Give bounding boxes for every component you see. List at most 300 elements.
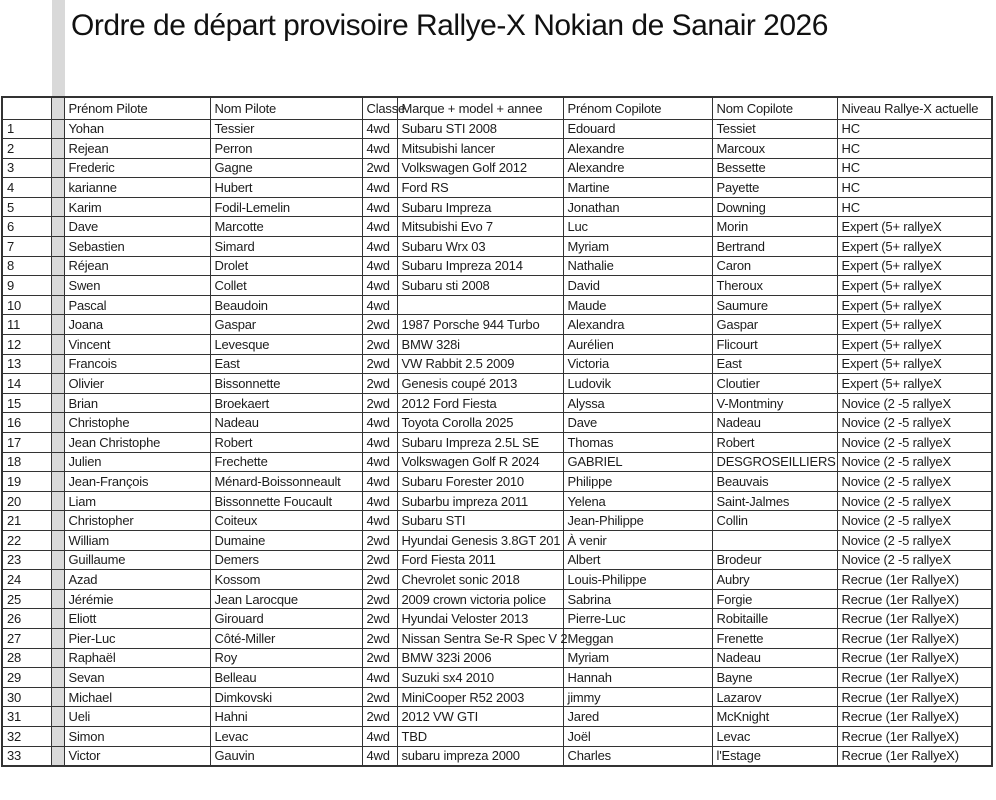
- cell-classe: 4wd: [362, 276, 397, 296]
- cell-nom-pilote: Gagne: [210, 158, 362, 178]
- cell-prenom-copilote: Philippe: [563, 472, 712, 492]
- cell-nom-copilote: Frenette: [712, 628, 837, 648]
- cell-prenom-copilote: Meggan: [563, 628, 712, 648]
- cell-row-number: 2: [2, 139, 51, 159]
- cell-nom-pilote: Coiteux: [210, 511, 362, 531]
- cell-prenom-pilote: Simon: [64, 726, 210, 746]
- cell-niveau-rallyex: Expert (5+ rallyeX: [837, 315, 992, 335]
- cell-nom-pilote: Kossom: [210, 570, 362, 590]
- cell-row-number: 26: [2, 609, 51, 629]
- cell-spacer: [51, 687, 64, 707]
- header-prenom-copilote: Prénom Copilote: [563, 97, 712, 119]
- cell-prenom-pilote: Swen: [64, 276, 210, 296]
- cell-classe: 2wd: [362, 158, 397, 178]
- cell-row-number: 15: [2, 393, 51, 413]
- cell-classe: 2wd: [362, 687, 397, 707]
- cell-prenom-pilote: Julien: [64, 452, 210, 472]
- table-row: [2, 433, 992, 453]
- cell-marque-model-annee: VW Rabbit 2.5 2009: [397, 354, 563, 374]
- cell-classe: 4wd: [362, 726, 397, 746]
- cell-prenom-copilote: Ludovik: [563, 374, 712, 394]
- cell-prenom-copilote: Myriam: [563, 648, 712, 668]
- cell-nom-pilote: Belleau: [210, 668, 362, 688]
- cell-prenom-copilote: Albert: [563, 550, 712, 570]
- table-row: [2, 609, 992, 629]
- table-row: [2, 491, 992, 511]
- cell-prenom-copilote: David: [563, 276, 712, 296]
- cell-niveau-rallyex: Recrue (1er RallyeX): [837, 570, 992, 590]
- cell-prenom-pilote: Pier-Luc: [64, 628, 210, 648]
- table-row: [2, 413, 992, 433]
- cell-niveau-rallyex: HC: [837, 197, 992, 217]
- table-row: [2, 217, 992, 237]
- cell-nom-pilote: Frechette: [210, 452, 362, 472]
- cell-spacer: [51, 295, 64, 315]
- cell-spacer: [51, 609, 64, 629]
- cell-prenom-copilote: Myriam: [563, 237, 712, 257]
- cell-row-number: 18: [2, 452, 51, 472]
- cell-classe: 2wd: [362, 393, 397, 413]
- cell-nom-pilote: Perron: [210, 139, 362, 159]
- cell-row-number: 4: [2, 178, 51, 198]
- cell-classe: 2wd: [362, 570, 397, 590]
- cell-marque-model-annee: Subaru Wrx 03: [397, 237, 563, 257]
- cell-niveau-rallyex: Expert (5+ rallyeX: [837, 295, 992, 315]
- cell-niveau-rallyex: Recrue (1er RallyeX): [837, 589, 992, 609]
- cell-niveau-rallyex: HC: [837, 139, 992, 159]
- cell-niveau-rallyex: Recrue (1er RallyeX): [837, 609, 992, 629]
- table-row: [2, 550, 992, 570]
- cell-nom-pilote: Dumaine: [210, 530, 362, 550]
- table-row: [2, 354, 992, 374]
- cell-spacer: [51, 217, 64, 237]
- cell-nom-pilote: Côté-Miller: [210, 628, 362, 648]
- cell-nom-copilote: Saint-Jalmes: [712, 491, 837, 511]
- cell-marque-model-annee: TBD: [397, 726, 563, 746]
- cell-marque-model-annee: Chevrolet sonic 2018: [397, 570, 563, 590]
- table-row: [2, 687, 992, 707]
- cell-prenom-copilote: GABRIEL: [563, 452, 712, 472]
- cell-row-number: 20: [2, 491, 51, 511]
- table-row: [2, 393, 992, 413]
- header-spacer: [51, 97, 64, 119]
- header-nom-pilote: Nom Pilote: [210, 97, 362, 119]
- cell-niveau-rallyex: Novice (2 -5 rallyeX: [837, 491, 992, 511]
- cell-classe: 4wd: [362, 178, 397, 198]
- table-row: [2, 648, 992, 668]
- cell-prenom-pilote: Guillaume: [64, 550, 210, 570]
- cell-prenom-copilote: Alyssa: [563, 393, 712, 413]
- cell-nom-pilote: East: [210, 354, 362, 374]
- cell-prenom-pilote: Pascal: [64, 295, 210, 315]
- cell-marque-model-annee: subaru impreza 2000: [397, 746, 563, 766]
- left-gray-strip: [52, 0, 65, 97]
- cell-prenom-copilote: Maude: [563, 295, 712, 315]
- cell-prenom-copilote: Yelena: [563, 491, 712, 511]
- table-row: [2, 530, 992, 550]
- table-row: [2, 472, 992, 492]
- cell-prenom-pilote: Ueli: [64, 707, 210, 727]
- cell-classe: 2wd: [362, 530, 397, 550]
- cell-marque-model-annee: Ford Fiesta 2011: [397, 550, 563, 570]
- cell-spacer: [51, 119, 64, 139]
- table-row: [2, 178, 992, 198]
- cell-marque-model-annee: Nissan Sentra Se-R Spec V 2: [397, 628, 563, 648]
- cell-row-number: 3: [2, 158, 51, 178]
- cell-classe: 2wd: [362, 707, 397, 727]
- cell-nom-pilote: Ménard-Boissonneault: [210, 472, 362, 492]
- cell-prenom-copilote: Joël: [563, 726, 712, 746]
- cell-niveau-rallyex: Recrue (1er RallyeX): [837, 628, 992, 648]
- cell-prenom-copilote: Dave: [563, 413, 712, 433]
- cell-nom-copilote: V-Montminy: [712, 393, 837, 413]
- cell-marque-model-annee: 2012 VW GTI: [397, 707, 563, 727]
- cell-nom-pilote: Girouard: [210, 609, 362, 629]
- cell-classe: 4wd: [362, 197, 397, 217]
- cell-nom-copilote: Bertrand: [712, 237, 837, 257]
- cell-niveau-rallyex: Recrue (1er RallyeX): [837, 746, 992, 766]
- cell-prenom-copilote: Louis-Philippe: [563, 570, 712, 590]
- cell-prenom-copilote: À venir: [563, 530, 712, 550]
- cell-nom-copilote: Marcoux: [712, 139, 837, 159]
- cell-nom-copilote: Theroux: [712, 276, 837, 296]
- cell-marque-model-annee: Mitsubishi Evo 7: [397, 217, 563, 237]
- cell-niveau-rallyex: Recrue (1er RallyeX): [837, 687, 992, 707]
- cell-nom-copilote: Caron: [712, 256, 837, 276]
- cell-prenom-pilote: Brian: [64, 393, 210, 413]
- cell-marque-model-annee: 2009 crown victoria police: [397, 589, 563, 609]
- cell-classe: 4wd: [362, 433, 397, 453]
- cell-marque-model-annee: Subarbu impreza 2011: [397, 491, 563, 511]
- cell-prenom-pilote: Dave: [64, 217, 210, 237]
- cell-nom-pilote: Dimkovski: [210, 687, 362, 707]
- cell-row-number: 19: [2, 472, 51, 492]
- cell-row-number: 25: [2, 589, 51, 609]
- cell-row-number: 9: [2, 276, 51, 296]
- table-row: [2, 158, 992, 178]
- cell-prenom-copilote: Edouard: [563, 119, 712, 139]
- header-row: [2, 97, 992, 119]
- cell-nom-pilote: Hahni: [210, 707, 362, 727]
- cell-marque-model-annee: 2012 Ford Fiesta: [397, 393, 563, 413]
- cell-classe: 4wd: [362, 452, 397, 472]
- cell-niveau-rallyex: Expert (5+ rallyeX: [837, 374, 992, 394]
- cell-row-number: 8: [2, 256, 51, 276]
- cell-marque-model-annee: Mitsubishi lancer: [397, 139, 563, 159]
- cell-spacer: [51, 707, 64, 727]
- cell-marque-model-annee: Volkswagen Golf 2012: [397, 158, 563, 178]
- cell-prenom-copilote: Hannah: [563, 668, 712, 688]
- cell-row-number: 5: [2, 197, 51, 217]
- table-header: [2, 97, 992, 119]
- table-row: [2, 374, 992, 394]
- cell-row-number: 24: [2, 570, 51, 590]
- cell-prenom-pilote: Michael: [64, 687, 210, 707]
- cell-classe: 4wd: [362, 119, 397, 139]
- cell-row-number: 16: [2, 413, 51, 433]
- cell-spacer: [51, 628, 64, 648]
- cell-niveau-rallyex: Recrue (1er RallyeX): [837, 668, 992, 688]
- cell-niveau-rallyex: Novice (2 -5 rallyeX: [837, 472, 992, 492]
- cell-row-number: 7: [2, 237, 51, 257]
- cell-niveau-rallyex: Recrue (1er RallyeX): [837, 707, 992, 727]
- cell-spacer: [51, 256, 64, 276]
- cell-nom-copilote: Tessiet: [712, 119, 837, 139]
- cell-row-number: 17: [2, 433, 51, 453]
- cell-classe: 2wd: [362, 315, 397, 335]
- header-niveau-rallyex: Niveau Rallye-X actuelle: [837, 97, 992, 119]
- cell-row-number: 22: [2, 530, 51, 550]
- cell-marque-model-annee: Subaru Impreza 2014: [397, 256, 563, 276]
- cell-spacer: [51, 472, 64, 492]
- cell-niveau-rallyex: Expert (5+ rallyeX: [837, 276, 992, 296]
- cell-prenom-pilote: Raphaël: [64, 648, 210, 668]
- cell-niveau-rallyex: HC: [837, 178, 992, 198]
- cell-prenom-pilote: Réjean: [64, 256, 210, 276]
- cell-spacer: [51, 746, 64, 766]
- cell-classe: 2wd: [362, 609, 397, 629]
- cell-nom-copilote: McKnight: [712, 707, 837, 727]
- table-row: [2, 628, 992, 648]
- cell-prenom-copilote: Alexandre: [563, 139, 712, 159]
- cell-marque-model-annee: Toyota Corolla 2025: [397, 413, 563, 433]
- cell-row-number: 29: [2, 668, 51, 688]
- cell-spacer: [51, 335, 64, 355]
- cell-prenom-copilote: jimmy: [563, 687, 712, 707]
- cell-nom-copilote: Cloutier: [712, 374, 837, 394]
- cell-spacer: [51, 354, 64, 374]
- cell-spacer: [51, 139, 64, 159]
- cell-classe: 2wd: [362, 354, 397, 374]
- cell-prenom-copilote: Charles: [563, 746, 712, 766]
- cell-prenom-pilote: Rejean: [64, 139, 210, 159]
- cell-niveau-rallyex: Novice (2 -5 rallyeX: [837, 413, 992, 433]
- cell-classe: 4wd: [362, 413, 397, 433]
- cell-row-number: 21: [2, 511, 51, 531]
- cell-prenom-pilote: Frederic: [64, 158, 210, 178]
- cell-nom-copilote: Lazarov: [712, 687, 837, 707]
- cell-prenom-pilote: Christopher: [64, 511, 210, 531]
- table-row: [2, 276, 992, 296]
- cell-nom-pilote: Collet: [210, 276, 362, 296]
- cell-marque-model-annee: Subaru Forester 2010: [397, 472, 563, 492]
- table-row: [2, 295, 992, 315]
- cell-classe: 4wd: [362, 746, 397, 766]
- table-row: [2, 119, 992, 139]
- cell-classe: 4wd: [362, 256, 397, 276]
- cell-nom-copilote: Nadeau: [712, 413, 837, 433]
- cell-prenom-pilote: Sebastien: [64, 237, 210, 257]
- cell-prenom-pilote: William: [64, 530, 210, 550]
- cell-nom-copilote: Saumure: [712, 295, 837, 315]
- cell-niveau-rallyex: Recrue (1er RallyeX): [837, 648, 992, 668]
- table-row: [2, 589, 992, 609]
- cell-prenom-pilote: Azad: [64, 570, 210, 590]
- cell-marque-model-annee: [397, 295, 563, 315]
- cell-nom-copilote: Flicourt: [712, 335, 837, 355]
- cell-nom-copilote: DESGROSEILLIERS: [712, 452, 837, 472]
- table-row: [2, 197, 992, 217]
- cell-nom-copilote: Bayne: [712, 668, 837, 688]
- cell-prenom-copilote: Thomas: [563, 433, 712, 453]
- cell-nom-copilote: [712, 530, 837, 550]
- cell-row-number: 14: [2, 374, 51, 394]
- cell-niveau-rallyex: Novice (2 -5 rallyeX: [837, 511, 992, 531]
- cell-nom-pilote: Robert: [210, 433, 362, 453]
- cell-nom-pilote: Simard: [210, 237, 362, 257]
- cell-spacer: [51, 276, 64, 296]
- cell-spacer: [51, 570, 64, 590]
- cell-marque-model-annee: BMW 328i: [397, 335, 563, 355]
- table-row: [2, 726, 992, 746]
- cell-spacer: [51, 452, 64, 472]
- cell-prenom-copilote: Luc: [563, 217, 712, 237]
- cell-nom-copilote: Levac: [712, 726, 837, 746]
- cell-nom-pilote: Demers: [210, 550, 362, 570]
- start-order-table: [1, 96, 993, 767]
- cell-row-number: 12: [2, 335, 51, 355]
- cell-spacer: [51, 589, 64, 609]
- cell-nom-pilote: Hubert: [210, 178, 362, 198]
- cell-niveau-rallyex: Expert (5+ rallyeX: [837, 217, 992, 237]
- cell-spacer: [51, 550, 64, 570]
- cell-marque-model-annee: Subaru STI 2008: [397, 119, 563, 139]
- cell-niveau-rallyex: HC: [837, 158, 992, 178]
- cell-prenom-copilote: Sabrina: [563, 589, 712, 609]
- cell-classe: 2wd: [362, 335, 397, 355]
- table-row: [2, 237, 992, 257]
- cell-nom-pilote: Drolet: [210, 256, 362, 276]
- cell-row-number: 23: [2, 550, 51, 570]
- header-classe: Classe: [362, 97, 397, 119]
- cell-prenom-pilote: Yohan: [64, 119, 210, 139]
- cell-prenom-pilote: Sevan: [64, 668, 210, 688]
- cell-nom-copilote: Payette: [712, 178, 837, 198]
- cell-marque-model-annee: Subaru STI: [397, 511, 563, 531]
- cell-nom-pilote: Gaspar: [210, 315, 362, 335]
- cell-prenom-pilote: Jean-François: [64, 472, 210, 492]
- cell-row-number: 13: [2, 354, 51, 374]
- cell-prenom-pilote: Victor: [64, 746, 210, 766]
- cell-marque-model-annee: Subaru Impreza: [397, 197, 563, 217]
- cell-prenom-pilote: Eliott: [64, 609, 210, 629]
- cell-spacer: [51, 648, 64, 668]
- cell-classe: 4wd: [362, 511, 397, 531]
- cell-nom-copilote: l'Estage: [712, 746, 837, 766]
- cell-marque-model-annee: BMW 323i 2006: [397, 648, 563, 668]
- cell-nom-copilote: Nadeau: [712, 648, 837, 668]
- table-row: [2, 668, 992, 688]
- cell-classe: 4wd: [362, 139, 397, 159]
- header-marque-model-annee: Marque + model + annee: [397, 97, 563, 119]
- cell-classe: 4wd: [362, 668, 397, 688]
- cell-spacer: [51, 158, 64, 178]
- table-row: [2, 139, 992, 159]
- cell-niveau-rallyex: Recrue (1er RallyeX): [837, 726, 992, 746]
- table-row: [2, 452, 992, 472]
- cell-niveau-rallyex: Expert (5+ rallyeX: [837, 237, 992, 257]
- cell-classe: 4wd: [362, 217, 397, 237]
- cell-row-number: 30: [2, 687, 51, 707]
- cell-nom-pilote: Broekaert: [210, 393, 362, 413]
- cell-row-number: 11: [2, 315, 51, 335]
- cell-prenom-copilote: Pierre-Luc: [563, 609, 712, 629]
- table-row: [2, 256, 992, 276]
- cell-spacer: [51, 413, 64, 433]
- cell-marque-model-annee: Hyundai Genesis 3.8GT 201: [397, 530, 563, 550]
- header-prenom-pilote: Prénom Pilote: [64, 97, 210, 119]
- cell-row-number: 32: [2, 726, 51, 746]
- table-row: [2, 570, 992, 590]
- cell-prenom-pilote: karianne: [64, 178, 210, 198]
- table-row: [2, 707, 992, 727]
- cell-spacer: [51, 491, 64, 511]
- cell-spacer: [51, 433, 64, 453]
- cell-prenom-pilote: Jean Christophe: [64, 433, 210, 453]
- cell-nom-pilote: Fodil-Lemelin: [210, 197, 362, 217]
- cell-niveau-rallyex: Novice (2 -5 rallyeX: [837, 393, 992, 413]
- cell-spacer: [51, 374, 64, 394]
- table-body: [2, 119, 992, 766]
- table-row: [2, 511, 992, 531]
- cell-niveau-rallyex: Novice (2 -5 rallyeX: [837, 530, 992, 550]
- cell-prenom-pilote: Francois: [64, 354, 210, 374]
- cell-niveau-rallyex: Expert (5+ rallyeX: [837, 335, 992, 355]
- cell-spacer: [51, 393, 64, 413]
- cell-prenom-pilote: Joana: [64, 315, 210, 335]
- cell-marque-model-annee: Subaru sti 2008: [397, 276, 563, 296]
- cell-nom-pilote: Bissonnette: [210, 374, 362, 394]
- cell-nom-copilote: Robert: [712, 433, 837, 453]
- cell-spacer: [51, 530, 64, 550]
- cell-row-number: 10: [2, 295, 51, 315]
- cell-prenom-copilote: Alexandre: [563, 158, 712, 178]
- header-nom-copilote: Nom Copilote: [712, 97, 837, 119]
- cell-marque-model-annee: Genesis coupé 2013: [397, 374, 563, 394]
- cell-nom-copilote: Brodeur: [712, 550, 837, 570]
- cell-nom-pilote: Beaudoin: [210, 295, 362, 315]
- cell-prenom-copilote: Martine: [563, 178, 712, 198]
- cell-nom-pilote: Marcotte: [210, 217, 362, 237]
- cell-nom-pilote: Nadeau: [210, 413, 362, 433]
- cell-marque-model-annee: Ford RS: [397, 178, 563, 198]
- cell-nom-copilote: Forgie: [712, 589, 837, 609]
- cell-nom-pilote: Tessier: [210, 119, 362, 139]
- cell-prenom-pilote: Vincent: [64, 335, 210, 355]
- page-title: Ordre de départ provisoire Rallye-X Nokian de Sanair 2026: [71, 9, 828, 42]
- cell-nom-pilote: Jean Larocque: [210, 589, 362, 609]
- cell-classe: 4wd: [362, 491, 397, 511]
- cell-nom-copilote: Morin: [712, 217, 837, 237]
- cell-marque-model-annee: Volkswagen Golf R 2024: [397, 452, 563, 472]
- cell-nom-pilote: Roy: [210, 648, 362, 668]
- cell-prenom-pilote: Jérémie: [64, 589, 210, 609]
- cell-niveau-rallyex: HC: [837, 119, 992, 139]
- cell-prenom-copilote: Alexandra: [563, 315, 712, 335]
- cell-marque-model-annee: 1987 Porsche 944 Turbo: [397, 315, 563, 335]
- cell-niveau-rallyex: Novice (2 -5 rallyeX: [837, 550, 992, 570]
- cell-prenom-copilote: Jonathan: [563, 197, 712, 217]
- cell-marque-model-annee: Suzuki sx4 2010: [397, 668, 563, 688]
- cell-niveau-rallyex: Novice (2 -5 rallyeX: [837, 452, 992, 472]
- cell-prenom-copilote: Jean-Philippe: [563, 511, 712, 531]
- table-row: [2, 315, 992, 335]
- cell-marque-model-annee: Hyundai Veloster 2013: [397, 609, 563, 629]
- cell-classe: 2wd: [362, 589, 397, 609]
- cell-spacer: [51, 511, 64, 531]
- cell-nom-pilote: Bissonnette Foucault: [210, 491, 362, 511]
- cell-niveau-rallyex: Expert (5+ rallyeX: [837, 354, 992, 374]
